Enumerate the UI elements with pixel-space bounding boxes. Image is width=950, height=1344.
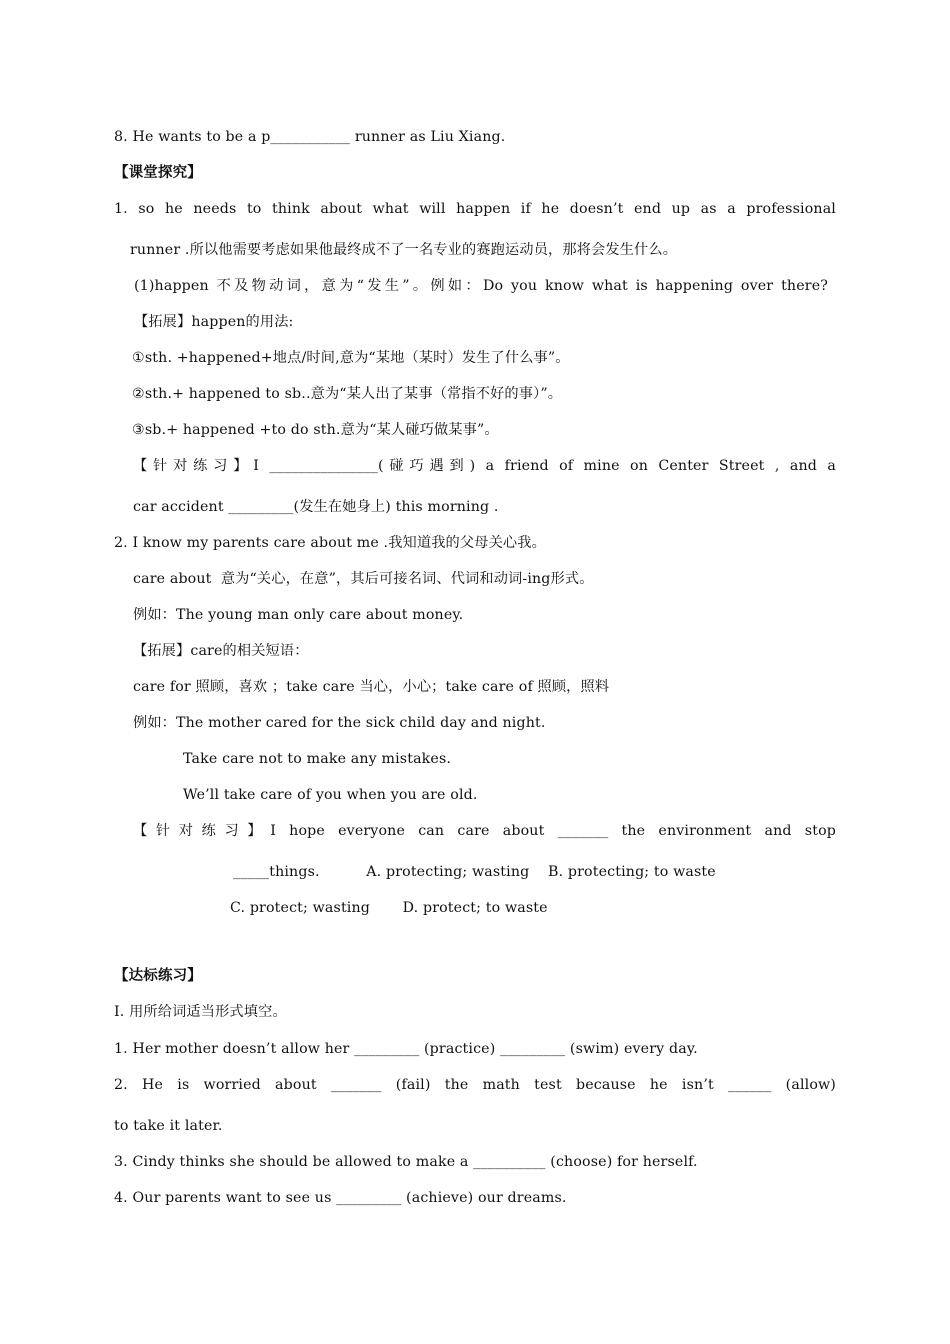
text-line: care for 照顾，喜欢 ；take care 当心，小心；take care of 照顾，照料	[133, 679, 610, 695]
text-line: Take care not to make any mistakes.	[183, 751, 452, 767]
text-line: 【拓展】happen的用法:	[134, 314, 294, 330]
text-line: 2. I know my parents care about me .我知道我的父母关心我。	[114, 535, 546, 551]
text-line: I. 用所给词适当形式填空。	[114, 1004, 287, 1020]
text-line: ①sth. +happened+地点/时间,意为“某地（某时）发生了什么事”。	[132, 350, 570, 366]
text-line: to take it later.	[114, 1118, 223, 1134]
text-line: car accident _________(发生在她身上) this morning .	[133, 499, 499, 515]
text-line: 3. Cindy thinks she should be allowed to make a __________ (choose) for herself.	[114, 1154, 698, 1170]
text-line: 例如：The mother cared for the sick child day and night.	[133, 715, 546, 731]
text-line: (1)happen 不及物动词，意为“发生”。例如：Do you know what is happening over there?	[134, 278, 828, 294]
text-line: 1. Her mother doesn’t allow her _________ (practice) _________ (swim) every day.	[114, 1041, 698, 1057]
text-line: ②sth.+ happened to sb..意为“某人出了某事（常指不好的事）”。	[132, 386, 563, 402]
text-line: 8. He wants to be a p___________ runner as Liu Xiang.	[114, 129, 506, 145]
text-line: ③sb.+ happened +to do sth.意为“某人碰巧做某事”。	[132, 422, 499, 438]
text-line: C. protect; wasting D. protect; to waste	[230, 900, 548, 916]
text-line: 【针对练习】I _______________(碰巧遇到) a friend of mine on Center Street , and a	[133, 458, 836, 474]
section-heading: 【达标练习】	[114, 968, 202, 984]
text-line: 2. He is worried about _______ (fail) the math test because he isn’t ______ (allow)	[114, 1077, 836, 1093]
text-line: 例如：The young man only care about money.	[133, 607, 464, 623]
text-line: 【拓展】care的相关短语：	[133, 643, 309, 659]
text-line: _____things. A. protecting; wasting B. protecting; to waste	[233, 864, 716, 880]
text-line: 4. Our parents want to see us _________ (achieve) our dreams.	[114, 1190, 567, 1206]
text-line: 【针对练习】I hope everyone can care about _______ the environment and stop	[133, 823, 836, 839]
text-line: 1. so he needs to think about what will happen if he doesn’t end up as a professional	[114, 201, 836, 217]
text-line: care about 意为“关心，在意”，其后可接名词、代词和动词-ing形式。	[133, 571, 594, 587]
text-line: runner .所以他需要考虑如果他最终成不了一名专业的赛跑运动员，那将会发生什么。	[130, 242, 678, 258]
text-line: We’ll take care of you when you are old.	[183, 787, 478, 803]
section-heading: 【课堂探究】	[114, 165, 202, 181]
